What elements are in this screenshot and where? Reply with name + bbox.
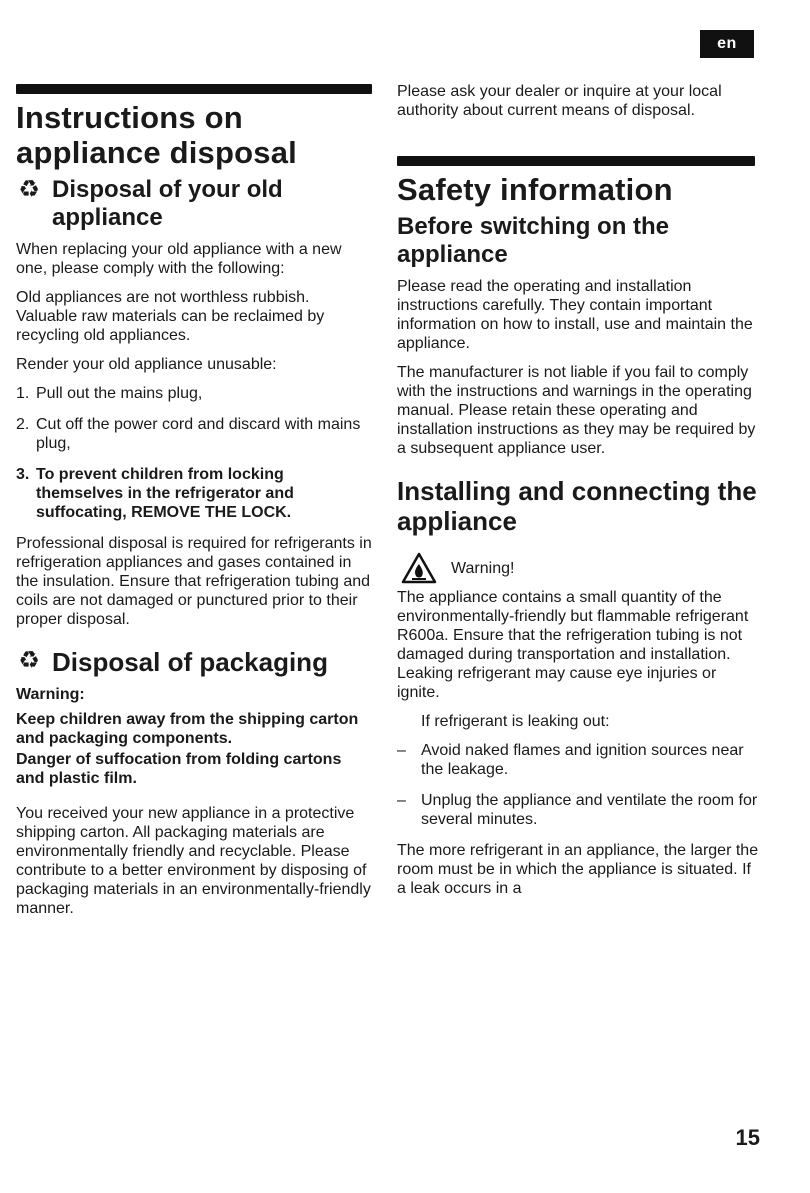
before-switching-heading: Before switching on the appliance [397,213,670,268]
leak-steps [397,741,759,829]
packaging-warning-text-2: Danger of suffocation from folding cartons and plastic film. [16,751,342,787]
disposal-steps [16,384,374,522]
recycle-icon: ♻ [18,647,40,674]
section-rule [16,84,372,94]
packaging-warning-label: Warning: [16,686,85,703]
before-para-2: The manufacturer is not liable if you fail to comply with the instructions and warnings in the operating manual. Please retain these operating and installation instructions as they may be required by a subsequent appliance user. [397,364,756,457]
old-appliance-heading [16,176,374,232]
installing-warning-para: The appliance contains a small quantity of the environmentally-friendly but flammable refrigerant R600a. Ensure that the refrigeration tubing is not damaged during transportation and installation. Leaking refrigerant may cause eye injuries or ignite. [397,589,749,701]
installing-heading: Installing and connecting the appliance [397,476,757,536]
room-para: The more refrigerant in an appliance, the larger the room must be in which the appliance is situated. If a leak occurs in a [397,842,759,897]
installing-warning-label: Warning! [451,559,515,577]
list-item: 2. Cut off the power cord and discard with mains plug, [16,416,361,452]
recycle-icon: ♻ [18,176,40,203]
old-appliance-heading-text: Disposal of your old appliance [52,176,283,231]
packaging-para: You received your new appliance in a protective shipping carton. All packaging materials are environmentally friendly and recyclable. Please contribute to a better environment by disposing of packaging materials in an environmentally-friendly manner. [16,805,371,917]
disposal-title: Instructions on appliance disposal [16,100,297,170]
list-item: 1. Pull out the mains plug, [16,385,203,402]
packaging-heading-text: Disposal of packaging [52,647,328,677]
language-badge: en [700,30,754,58]
list-item: – Unplug the appliance and ventilate the room for several minutes. [397,792,758,828]
right-column [397,0,759,908]
professional-disposal-para: Professional disposal is required for refrigerants in refrigeration appliances and gases contained in the insulation. Ensure that refrigeration tubing and coils are not damaged or punctured prior to their proper disposal. [16,535,372,628]
page-number: 15 [735,1125,760,1150]
section-rule [397,156,755,166]
render-unusable-text: Render your old appliance unusable: [16,356,277,373]
safety-title: Safety information [397,172,673,207]
warning-row [401,552,759,584]
before-para-1: Please read the operating and installation instructions carefully. They contain important information on how to install, use and maintain the appliance. [397,278,753,352]
old-appliance-intro: When replacing your old appliance with a new one, please comply with the following: [16,241,342,277]
left-column [16,0,374,928]
warning-flame-icon [401,552,437,584]
dealer-para: Please ask your dealer or inquire at your local authority about current means of disposal. [397,83,722,119]
packaging-warning-text-1: Keep children away from the shipping carton and packaging components. [16,711,359,747]
leak-intro: If refrigerant is leaking out: [421,713,610,730]
list-item: – Avoid naked flames and ignition sources near the leakage. [397,742,744,778]
list-item: 3. To prevent children from locking themselves in the refrigerator and suffocating, REMOVE THE LOCK. [16,466,294,521]
packaging-heading [16,647,374,677]
old-appliance-recycle-para: Old appliances are not worthless rubbish. Valuable raw materials can be reclaimed by recycling old appliances. [16,289,325,344]
